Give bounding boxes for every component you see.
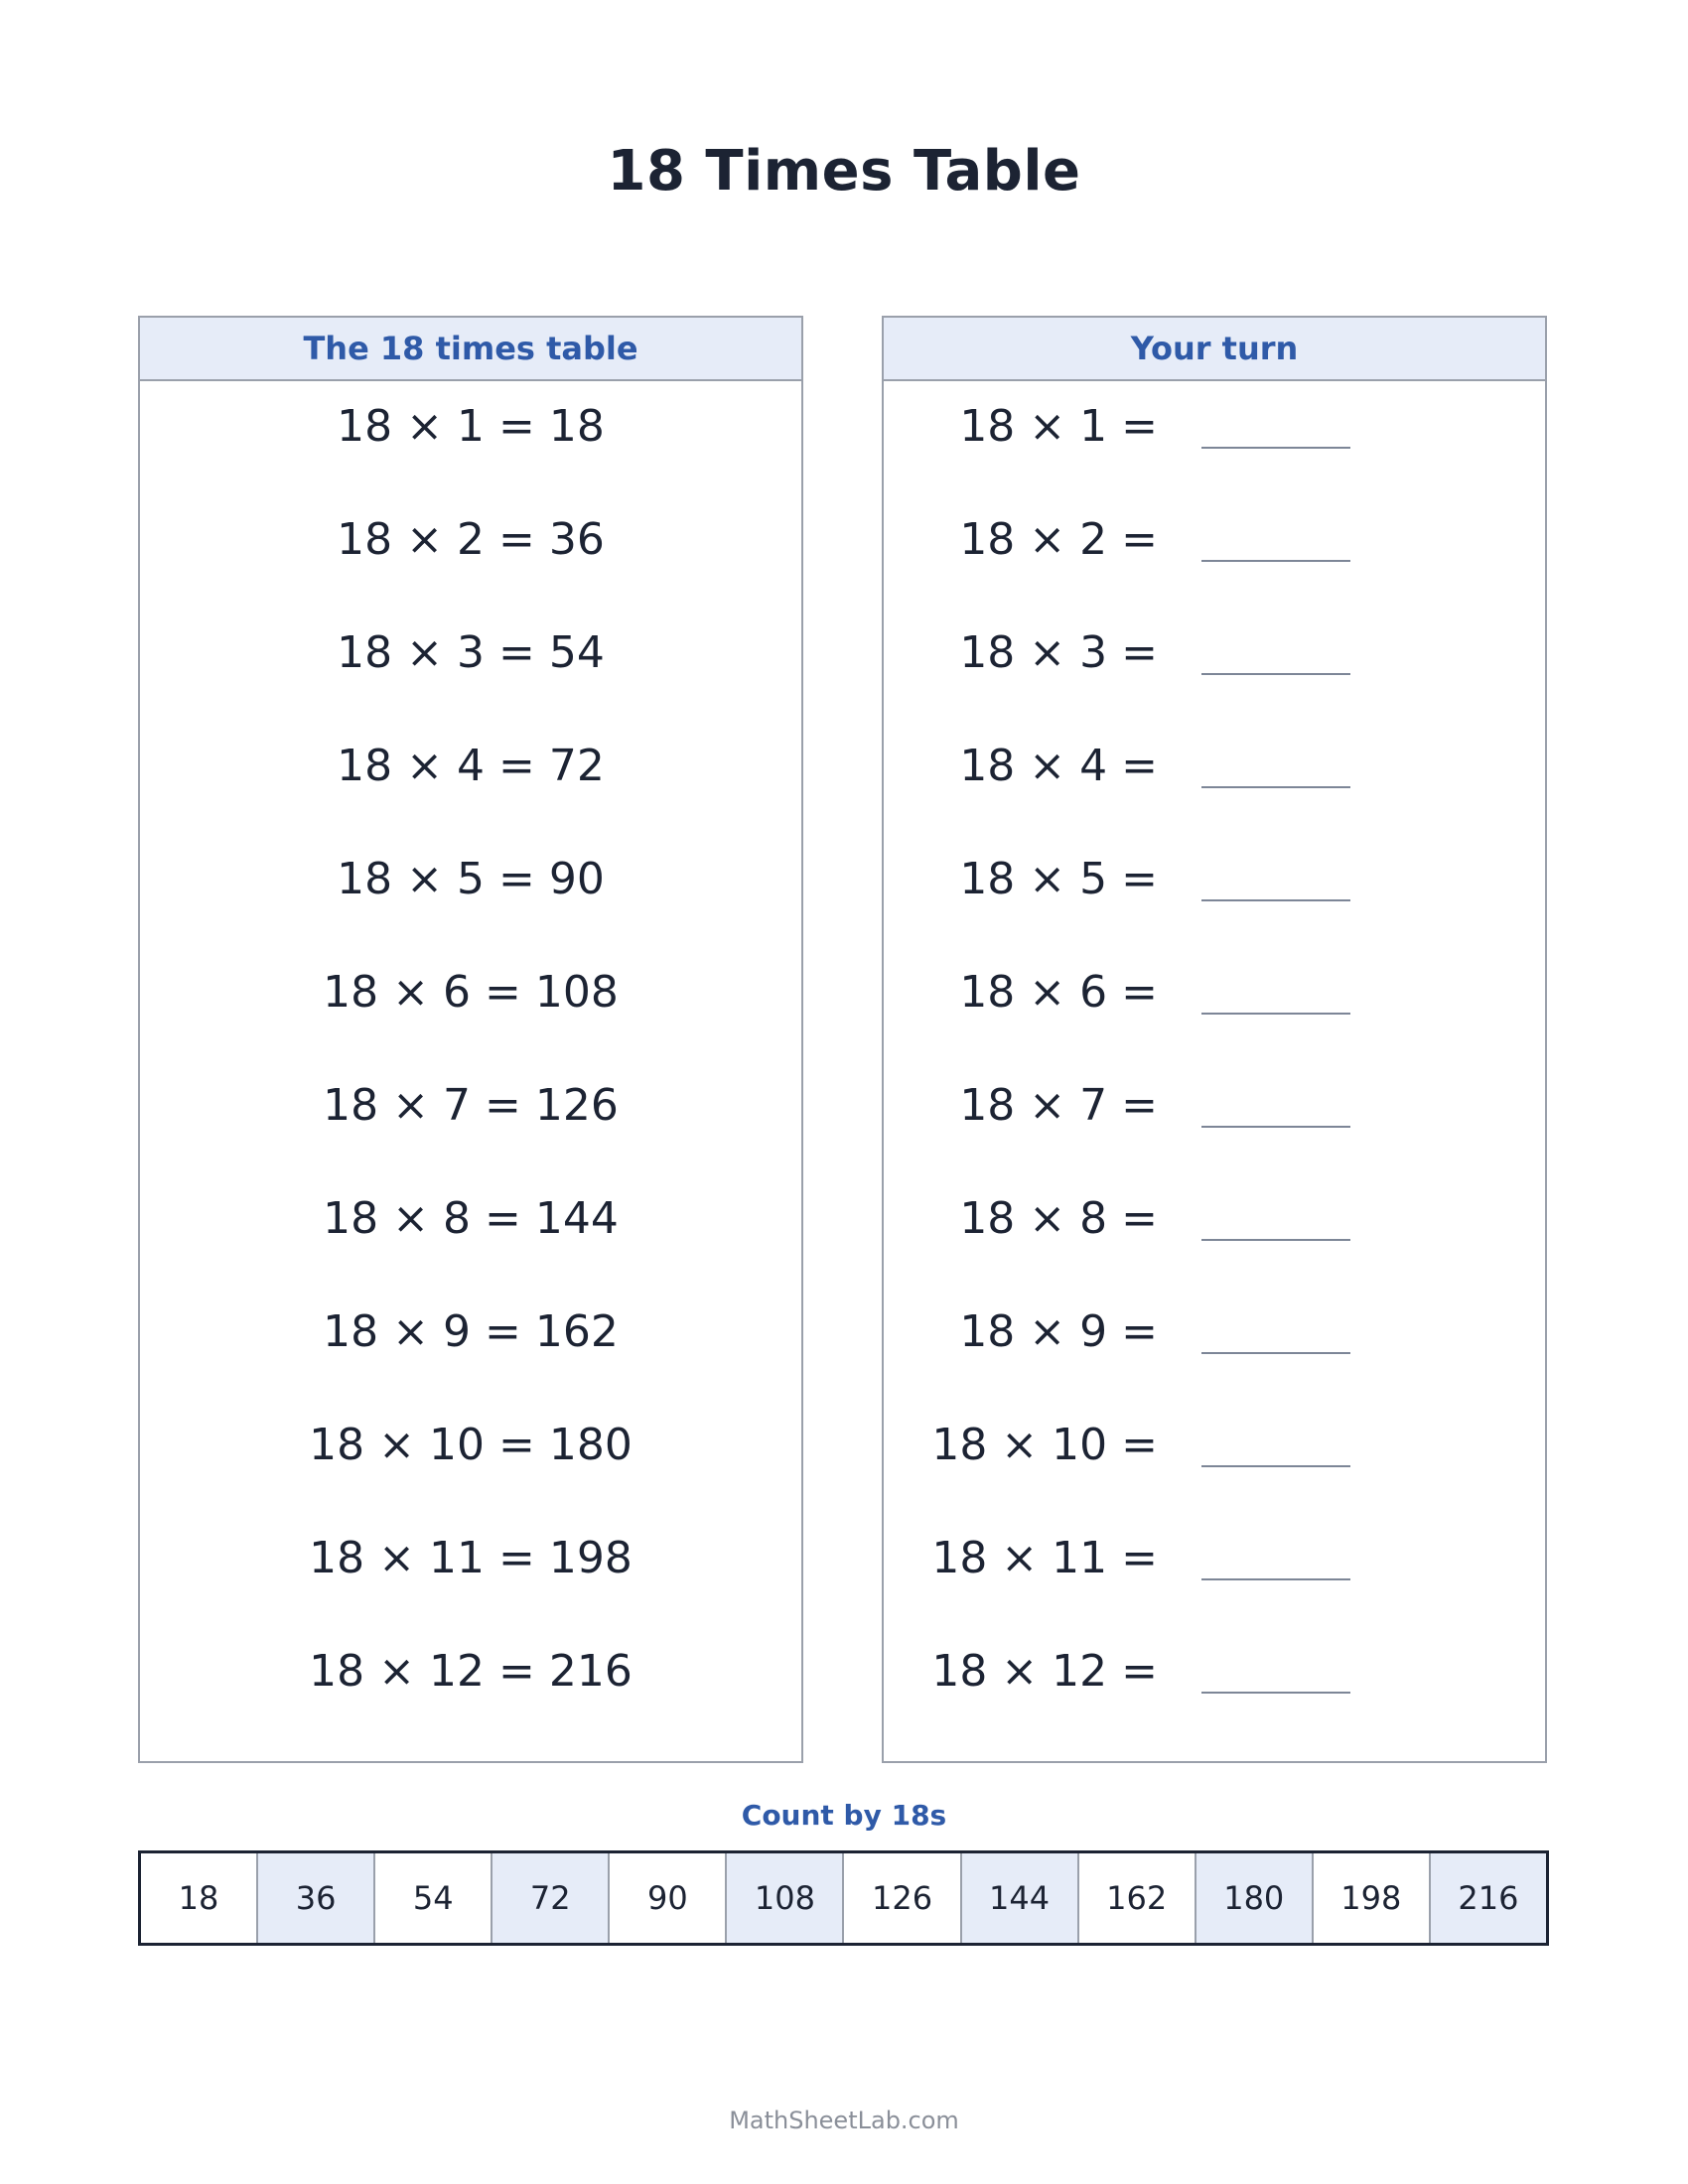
question-text: 18 × 11 = [931, 1533, 1158, 1583]
fact-row: 18 × 1 = 18 [337, 401, 605, 452]
fact-row: 18 × 5 = 90 [337, 854, 605, 904]
question-text: 18 × 12 = [931, 1646, 1158, 1697]
question-text: 18 × 1 = [959, 401, 1158, 452]
answer-blank[interactable] [1201, 1578, 1350, 1580]
question-row [884, 963, 1545, 1023]
count-by-strip [138, 1850, 1549, 1946]
question-row [884, 737, 1545, 796]
question-text: 18 × 3 = [959, 627, 1158, 678]
answer-blank[interactable] [1201, 1465, 1350, 1467]
question-row [884, 623, 1545, 683]
fact-row: 18 × 8 = 144 [323, 1193, 619, 1244]
fact-row: 18 × 7 = 126 [323, 1080, 619, 1131]
count-cell: 18 [141, 1853, 258, 1943]
answer-blank[interactable] [1201, 1352, 1350, 1354]
times-table-header: The 18 times table [140, 318, 801, 381]
count-cell: 198 [1314, 1853, 1431, 1943]
answer-blank[interactable] [1201, 786, 1350, 788]
count-cell: 90 [610, 1853, 727, 1943]
answer-blank[interactable] [1201, 560, 1350, 562]
question-row [884, 1416, 1545, 1475]
answer-blank[interactable] [1201, 1692, 1350, 1694]
question-row [884, 1302, 1545, 1362]
question-text: 18 × 9 = [959, 1306, 1158, 1357]
count-cell: 108 [727, 1853, 844, 1943]
fact-row: 18 × 10 = 180 [309, 1420, 633, 1470]
question-row [884, 397, 1545, 457]
fact-row: 18 × 3 = 54 [337, 627, 605, 678]
count-by-title: Count by 18s [741, 1799, 947, 1832]
your-turn-panel [882, 316, 1547, 1763]
count-cell: 72 [492, 1853, 610, 1943]
answer-blank[interactable] [1201, 1239, 1350, 1241]
times-table-facts [140, 381, 801, 1761]
footer-site-name: MathSheetLab.com [729, 2107, 959, 2134]
question-row [884, 1642, 1545, 1702]
question-row [884, 510, 1545, 570]
times-table-panel [138, 316, 803, 1763]
question-row [884, 1529, 1545, 1588]
fact-row: 18 × 6 = 108 [323, 967, 619, 1018]
count-cell: 36 [258, 1853, 375, 1943]
fact-row: 18 × 9 = 162 [323, 1306, 619, 1357]
your-turn-questions [884, 381, 1545, 1761]
answer-blank[interactable] [1201, 447, 1350, 449]
answer-blank[interactable] [1201, 673, 1350, 675]
count-cell: 162 [1079, 1853, 1196, 1943]
fact-row: 18 × 11 = 198 [309, 1533, 633, 1583]
page-title: 18 Times Table [607, 139, 1081, 204]
question-text: 18 × 6 = [959, 967, 1158, 1018]
count-cell: 216 [1431, 1853, 1546, 1943]
count-cell: 180 [1196, 1853, 1314, 1943]
question-row [884, 850, 1545, 909]
fact-row: 18 × 2 = 36 [337, 514, 605, 565]
answer-blank[interactable] [1201, 1013, 1350, 1015]
count-cell: 144 [962, 1853, 1079, 1943]
question-row [884, 1076, 1545, 1136]
question-text: 18 × 2 = [959, 514, 1158, 565]
question-text: 18 × 5 = [959, 854, 1158, 904]
question-text: 18 × 4 = [959, 741, 1158, 791]
question-text: 18 × 7 = [959, 1080, 1158, 1131]
answer-blank[interactable] [1201, 1126, 1350, 1128]
answer-blank[interactable] [1201, 899, 1350, 901]
fact-row: 18 × 12 = 216 [309, 1646, 633, 1697]
question-text: 18 × 10 = [931, 1420, 1158, 1470]
fact-row: 18 × 4 = 72 [337, 741, 605, 791]
count-cell: 126 [844, 1853, 961, 1943]
question-row [884, 1189, 1545, 1249]
question-text: 18 × 8 = [959, 1193, 1158, 1244]
your-turn-header: Your turn [884, 318, 1545, 381]
count-cell: 54 [375, 1853, 492, 1943]
